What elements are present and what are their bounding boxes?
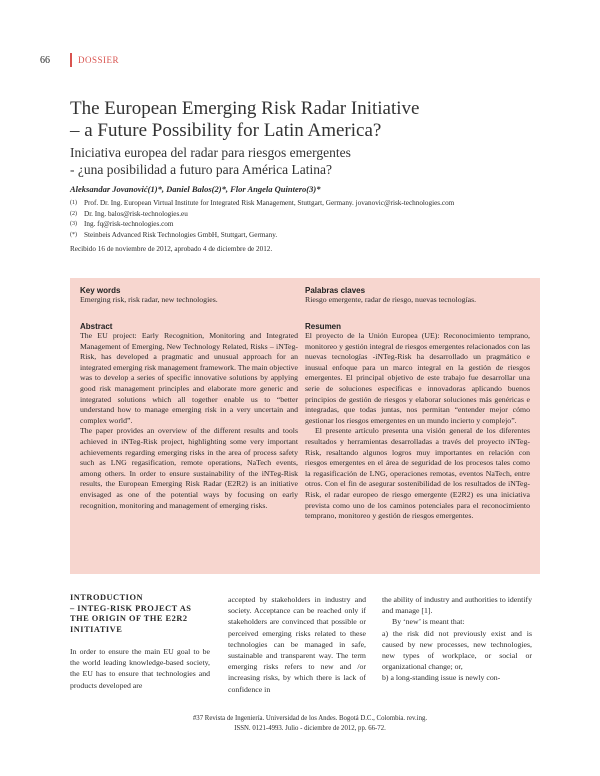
- heading-line: INITIATIVE: [70, 624, 123, 634]
- abstract-paragraph-2: The paper provides an overview of the different results and tools achieved in iNTeg-Risk project, highlighting some very important achievements regarding emerging risks in the area of process safety such as LNG regasification, remote operations, NaTech events, among others. In order to ensure sustainability of the iNTeg-Risk results, the European Emerging Risk Radar (E2R2) is an initiative envisaged as one of the potential ways by focusing on early recognition, monitoring and management of emerging risks.: [80, 426, 298, 510]
- heading-line: INTRODUCTION: [70, 593, 144, 602]
- affiliation-text: Dr. Ing. balos@risk-technologies.eu: [84, 209, 188, 218]
- affiliation-item: [70, 230, 550, 241]
- keywords-english: [80, 286, 300, 306]
- abstract-title: Abstract: [80, 322, 113, 331]
- author-list: Aleksandar Jovanović(1)*, Daniel Balos(2)*, Flor Angela Quintero(3)*: [70, 184, 321, 194]
- affiliation-item: [70, 219, 550, 230]
- affiliation-list: [70, 198, 550, 240]
- affiliation-mark: (3): [70, 221, 77, 227]
- heading-line: – INTEG-RISK PROJECT AS: [70, 603, 192, 613]
- footer-line-2: ISSN. 0121-4993. Julio - diciembre de 2012, pp. 66-72.: [234, 724, 386, 732]
- affiliation-mark: (*): [70, 231, 77, 238]
- footer-line-1: #37 Revista de Ingeniería. Universidad de los Andes. Bogotá D.C., Colombia. rev.ing.: [192, 715, 428, 722]
- abstract-paragraph-1: The EU project: Early Recognition, Monitoring and Integrated Management of Emerging, New Technology Related, Risks – iNTeg-Risk, has developed a pragmatic and unusual approach for an integrated emerging risk management framework. The main objective was to develop a series of specific innovative solutions by applying good risk management principles and elaborate more generic and integrated solutions which all together enable us to “better understand how to manage emerging risk in a very uncertain and complex world”.: [80, 331, 298, 425]
- page-footer: [70, 714, 550, 733]
- subtitle-line-2: - ¿una posibilidad a futuro para América Latina?: [70, 162, 333, 177]
- palabras-claves-text: Riesgo emergente, radar de riesgo, nuevas tecnologías.: [305, 295, 477, 304]
- column-3-paragraph-2: By ‘new’ is meant that:: [392, 617, 465, 627]
- palabras-claves-title: Palabras claves: [305, 286, 366, 295]
- resumen-title: Resumen: [305, 322, 342, 331]
- affiliation-item: [70, 198, 550, 209]
- keywords-title: Key words: [80, 286, 121, 295]
- affiliation-mark: (1): [70, 200, 77, 206]
- resumen-paragraph-2: El presente artículo presenta una visión general de los diferentes resultados y herramientas desarrolladas a través del proyecto iNTeg-Risk, resaltando algunos logros muy importantes en relación con riesgos emergentes en el área de seguridad de los procesos tales como la regasificación de LNG, operaciones remotas, eventos NaTech, entre otros. Con el fin de asegurar sostenibilidad de los resultados de iNTeg-Risk, el radar europeo de riesgo emergente (E2R2) es una iniciativa prevista como uno de los caminos potenciales para el reconocimiento temprano, monitoreo y gestión de riesgos emergentes.: [305, 426, 530, 521]
- title-line-1: The European Emerging Risk Radar Initiative: [70, 98, 420, 119]
- affiliation-text: Prof. Dr. Ing. European Virtual Institute for Integrated Risk Management, Stuttgart, Germany. jovanovic@risk-technologies.com: [84, 199, 455, 207]
- received-date: Recibido 16 de noviembre de 2012, aprobado 4 de diciembre de 2012.: [70, 245, 273, 253]
- title-line-2: – a Future Possibility for Latin America?: [70, 120, 382, 141]
- affiliation-text: Ing. fq@risk-technologies.com: [84, 220, 174, 228]
- page-number: 66: [40, 55, 50, 66]
- introduction-heading: [70, 593, 210, 635]
- affiliation-item: [70, 209, 550, 220]
- keywords-text: Emerging risk, risk radar, new technologies.: [80, 295, 218, 304]
- body-column-3: [382, 594, 532, 684]
- body-column-2: accepted by stakeholders in industry and society. Acceptance can be reached only if stakeholders are convinced that possible or perceived emerging risks related to these technologies can be managed in safe, sustainable and transparent way. The term emerging risks refers to new and /or increasing risks, by which there is lack of confidence in: [228, 595, 366, 694]
- list-item-b: b) a long-standing issue is newly con-: [382, 673, 501, 683]
- keywords-spanish: [305, 286, 530, 306]
- abstract-spanish: [305, 322, 530, 522]
- section-label: DOSSIER: [78, 55, 120, 65]
- heading-line: THE ORIGIN OF THE E2R2: [70, 614, 188, 623]
- body-column-1: In order to ensure the main EU goal to be the world leading knowledge-based society, the EU has to ensure that technologies and products developed are: [70, 647, 210, 690]
- article-subtitle: [70, 144, 550, 178]
- article-title: [70, 98, 550, 142]
- affiliation-mark: (2): [70, 210, 77, 217]
- list-item-a: a) the risk did not previously exist and is caused by new processes, new technologies, new types of workplace, or social or organizational change; or,: [382, 628, 532, 672]
- subtitle-line-1: Iniciativa europea del radar para riesgos emergentes: [70, 145, 351, 160]
- affiliation-text: Steinbeis Advanced Risk Technologies GmbH, Stuttgart, Germany.: [84, 230, 278, 239]
- resumen-paragraph-1: El proyecto de la Unión Europea (UE): Reconocimiento temprano, monitoreo y gestión integral de riesgos emergentes relacionados con las nuevas tecnologías -iNTeg-Risk ha desarrollado un pragmático e inusual enfoque para un marco integral en la gestión de riesgos emergentes. El principal objetivo de este trabajo fue desarrollar una serie de soluciones específicas e innovadoras aplicando buenos principios de gestión de riesgos y elaborar soluciones más genéricas e integradas, que todas juntas, nos permitan “entender mejor cómo gestionar los riesgos emergentes en un mundo incierto y complejo”.: [305, 331, 530, 425]
- abstract-english: [80, 322, 298, 511]
- section-divider: [70, 53, 72, 67]
- column-3-paragraph-1: the ability of industry and authorities to identify and manage [1].: [382, 595, 532, 616]
